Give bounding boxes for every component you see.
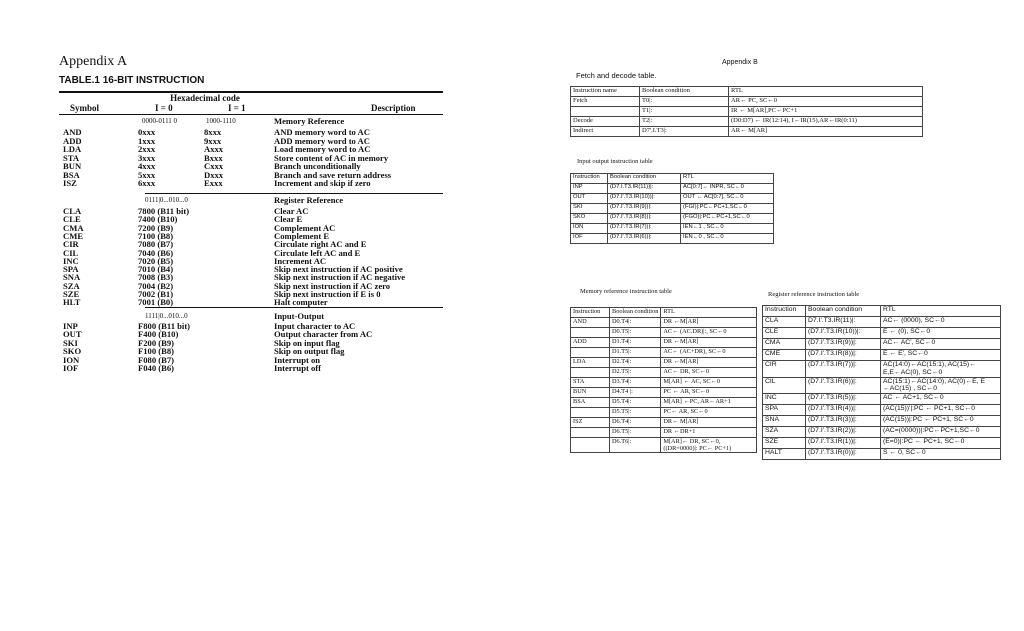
instruction-description: Complement AC [274, 222, 336, 233]
table-cell: DR ←M[AR] [661, 338, 757, 348]
table-cell: SKI [571, 204, 608, 214]
table-cell: Decode [571, 117, 640, 127]
table-cell: (FGI)|:PC←PC+1,SC←0 [681, 204, 774, 214]
table-cell: D5.T5|: [610, 408, 661, 418]
hex-code-i0: 4xxx [138, 161, 156, 171]
table-cell: M[AR] ← AC, SC←0 [661, 378, 757, 388]
hex-code: 7040 (B6) [138, 247, 174, 258]
header-row [571, 308, 757, 318]
table-cell: D6.T6|: [610, 438, 661, 453]
table-cell: (D7.I'.T3.IR(4))|: [806, 405, 881, 416]
instruction-symbol: SNA [63, 272, 81, 283]
table-cell: DR ←DR+1 [661, 428, 757, 438]
table-cell: D3.T4|: [610, 378, 661, 388]
table-cell: E ← E', SC←0 [881, 350, 1001, 361]
table-row [763, 449, 1001, 460]
table-cell [571, 428, 610, 438]
table-row [571, 214, 774, 224]
table-cell [571, 438, 610, 453]
instruction-symbol: SPA [63, 264, 79, 275]
instruction-description: Skip next instruction if AC zero [274, 280, 391, 291]
table-cell: AND [571, 318, 610, 328]
instruction-description: Input character to AC [274, 321, 356, 331]
section-rule [145, 193, 443, 194]
table-cell: (D7.I'.T3.IR(0))|: [806, 449, 881, 460]
table-cell: (D7.I'.T3.IR(5))|: [806, 394, 881, 405]
instruction-symbol: CIL [63, 247, 79, 258]
table-cell: PC ← AR, SC←0 [661, 388, 757, 398]
table-cell: T0|: [640, 97, 729, 107]
table-row [763, 405, 1001, 416]
table-cell: (D7.I'.T3.IR(7))|: [608, 224, 681, 234]
table-row [763, 350, 1001, 361]
table-cell: DR ←M[AR] [661, 318, 757, 328]
hex-code-i1: 8xxx [204, 127, 222, 137]
table-cell: INC [763, 394, 806, 405]
instruction-description: Branch unconditionally [274, 161, 361, 171]
table-cell: DR← M[AR] [661, 418, 757, 428]
table-row [571, 378, 757, 388]
instruction-symbol: INC [63, 255, 79, 266]
instruction-symbol: HLT [63, 297, 81, 308]
instruction-symbol: LDA [63, 144, 82, 154]
table-cell: Fetch [571, 97, 640, 107]
table-cell: AC ← AC+1, SC←0 [881, 394, 1001, 405]
hex-code-i0: 3xxx [138, 152, 156, 163]
table-cell: PC← AR, SC←0 [661, 408, 757, 418]
instruction-symbol: CLE [63, 214, 81, 225]
table-cell: SPA [763, 405, 806, 416]
hex-code: F400 (B10) [138, 329, 179, 340]
table-cell: AC← (AC.DR)|:, SC←0 [661, 328, 757, 338]
table-cell: SKO [571, 214, 608, 224]
table-row [763, 438, 1001, 449]
hex-code: F040 (B6) [138, 363, 175, 373]
table-row [571, 224, 774, 234]
hex-code: 7800 (B11 bit) [138, 206, 190, 216]
instruction-symbol: CMA [63, 222, 84, 233]
table-cell: SNA [763, 416, 806, 427]
table-cell: IOF [571, 234, 608, 244]
table-cell: STA [571, 378, 610, 388]
instruction-description: ADD memory word to AC [274, 135, 370, 146]
table-cell: ADD [571, 338, 610, 348]
io-instruction-table [570, 173, 774, 244]
section-rule [145, 307, 443, 308]
table-cell [571, 408, 610, 418]
table-row [763, 416, 1001, 427]
table-cell: (AC=(0000))|:PC←PC+1,SC←0 [881, 427, 1001, 438]
hex-code-i1: Bxxx [204, 152, 223, 163]
instruction-description: AND memory word to AC [274, 127, 370, 137]
table-cell: (D7.I'.T3.IR(8))|: [806, 350, 881, 361]
memory-table-title: Memory reference instruction table [580, 288, 672, 295]
table-cell: Indirect [571, 127, 640, 137]
instruction-symbol: ADD [63, 135, 82, 146]
table-cell: OUT ← AC[0:7], SC←0 [681, 194, 774, 204]
table-cell: AC(14:0)←AC(15:1), AC(15)← E,E←AC(0), SC←0 [881, 361, 1001, 378]
instruction-description: Branch and save return address [274, 169, 392, 180]
table-cell: AC← (AC+DR), SC←0 [661, 348, 757, 358]
table-row [571, 408, 757, 418]
io-table-title: Input output instruction table [577, 158, 653, 165]
table-cell: IR ← M[AR],PC←PC+1 [729, 107, 923, 117]
hex-code-i0: 5xxx [138, 169, 156, 180]
header-row [763, 306, 1001, 317]
table-cell: ION [571, 224, 608, 234]
column-header: Boolean condition [608, 174, 681, 184]
table-row [763, 339, 1001, 350]
instruction-symbol: STA [63, 152, 80, 163]
hex-code: 7400 (B10) [138, 214, 178, 225]
memory-reference-heading: Memory Reference [274, 116, 345, 126]
header-rule [59, 114, 443, 115]
table-cell: CIL [763, 377, 806, 394]
table-cell: D7.I'.T3.IR(11)|: [806, 317, 881, 328]
header-row [571, 87, 923, 97]
table-cell: CLE [763, 328, 806, 339]
table-cell: (D7.I'.T3.IR(9))|: [608, 204, 681, 214]
hex-code-i1: Dxxx [204, 169, 224, 180]
fetch-decode-table [570, 86, 923, 137]
instruction-symbol: CME [63, 230, 84, 241]
instruction-symbol: AND [63, 127, 82, 137]
instruction-symbol: CLA [63, 206, 82, 216]
table-row [763, 427, 1001, 438]
instruction-symbol: INP [63, 321, 78, 331]
table-cell: BUN [571, 388, 610, 398]
column-header: Boolean condition [640, 87, 729, 97]
table1-title: TABLE.1 16-BIT INSTRUCTION [59, 75, 205, 86]
table-cell: AR← PC, SC←0 [729, 97, 923, 107]
instruction-symbol: ISZ [63, 178, 77, 188]
column-header: Instruction [571, 308, 610, 318]
table-cell: E ← (0), SC←0 [881, 328, 1001, 339]
table-cell: D1.T4|: [610, 338, 661, 348]
instruction-symbol: SKI [63, 337, 78, 348]
symbol-header: Symbol [70, 103, 100, 113]
column-header: Boolean condition [806, 306, 881, 317]
instruction-description: Circulate left AC and E [274, 247, 361, 258]
table-row [571, 97, 923, 107]
table-row [763, 394, 1001, 405]
table-cell: (AC(15))|:PC ← PC+1, SC←0 [881, 416, 1001, 427]
hex-code: 7004 (B2) [138, 280, 174, 291]
instruction-description: Clear AC [274, 206, 309, 216]
instruction-description: Store content of AC in memory [274, 152, 389, 163]
table-row [763, 361, 1001, 378]
instruction-description: Skip next instruction if E is 0 [274, 289, 381, 299]
memory-range-i1: 1000-1110 [206, 117, 236, 125]
input-output-heading: Input-Output [274, 311, 325, 321]
table-cell: (D7.I'.T3.IR(6))|: [608, 234, 681, 244]
column-header: Instruction name [571, 87, 640, 97]
table-cell: (D7.I'.T3.IR(7))|: [806, 361, 881, 378]
table-cell: (D7.I'.T3.IR(3))|: [806, 416, 881, 427]
instruction-symbol: IOF [63, 363, 79, 373]
table-cell: (D7.I'.T3.IR(6))|: [806, 377, 881, 394]
hex-code: 7002 (B1) [138, 289, 174, 299]
table-cell: AC[0:7]← INPR, SC←0 [681, 184, 774, 194]
instruction-symbol: CIR [63, 239, 79, 250]
table-cell: T2|: [640, 117, 729, 127]
table-cell: SZE [763, 438, 806, 449]
table-cell: D1.T5|: [610, 348, 661, 358]
table-cell: D6.T5|: [610, 428, 661, 438]
instruction-description: Load memory word to AC [274, 144, 371, 154]
table-row [571, 318, 757, 328]
table-cell: IEN←0 , SC←0 [681, 234, 774, 244]
memory-instruction-table [570, 307, 757, 453]
table-cell: BSA [571, 398, 610, 408]
table-cell: HALT [763, 449, 806, 460]
table-cell: CIR [763, 361, 806, 378]
table-cell: (D7.I'.T3.IR(10))|: [806, 328, 881, 339]
hex-code: 7100 (B8) [138, 230, 174, 241]
hex-code: 7080 (B7) [138, 239, 174, 250]
table-cell: D7'.I.T3|: [640, 127, 729, 137]
table-cell: (D7.I'.T3.IR(9))|: [806, 339, 881, 350]
table-cell: AR← M[AR] [729, 127, 923, 137]
instruction-description: Complement E [274, 230, 330, 241]
instruction-description: Interrupt on [274, 354, 321, 365]
table-cell: CLA [763, 317, 806, 328]
table-cell: D2.T5|: [610, 368, 661, 378]
hex-code: 7010 (B4) [138, 264, 174, 275]
instruction-symbol: OUT [63, 329, 82, 340]
i0-header: I = 0 [155, 103, 173, 113]
table-cell: ISZ [571, 418, 610, 428]
table-cell: D5.T4|: [610, 398, 661, 408]
table-row [571, 438, 757, 453]
instruction-description: Increment AC [274, 255, 327, 266]
hex-code: 7200 (B9) [138, 222, 174, 233]
table-cell [571, 107, 640, 117]
instruction-description: Circulate right AC and E [274, 239, 367, 250]
table-cell: AC← AC', SC←0 [881, 339, 1001, 350]
hex-code: 7020 (B5) [138, 255, 174, 266]
table-row [571, 204, 774, 214]
table-cell: M[AR]← DR, SC←0, ((DR=0000)|: PC← PC+1) [661, 438, 757, 453]
table-cell: LDA [571, 358, 610, 368]
column-header: Instruction [571, 174, 608, 184]
instruction-description: Clear E [274, 214, 303, 225]
hex-code: F800 (B11 bit) [138, 321, 191, 331]
table-cell: IEN←1 , SC←0 [681, 224, 774, 234]
table-row [571, 184, 774, 194]
hex-code-i1: 9xxx [204, 135, 222, 146]
table-cell: (D0:D7) ← IR(12:14), I←IR(15),AR←IR(0:11) [729, 117, 923, 127]
table-cell: D6.T4|: [610, 418, 661, 428]
memory-range-i0: 0000-0111 0 [142, 117, 178, 125]
hex-code: F100 (B8) [138, 346, 175, 357]
table-cell: AC← DR, SC←0 [661, 368, 757, 378]
instruction-description: Halt computer [274, 297, 328, 308]
table-row [571, 348, 757, 358]
hex-code-i0: 6xxx [138, 178, 156, 188]
register-instruction-table [762, 305, 1001, 460]
table-row [571, 234, 774, 244]
table-cell: D4.T4 |: [610, 388, 661, 398]
hex-code-i0: 1xxx [138, 135, 156, 146]
column-header: Boolean condition [610, 308, 661, 318]
table-cell: D0.T5|: [610, 328, 661, 338]
hex-code-i1: Axxx [204, 144, 224, 154]
table-row [571, 358, 757, 368]
instruction-description: Skip on input flag [274, 337, 340, 348]
io-range: 1111|0...010...0 [145, 312, 188, 320]
table-cell: DR ←M[AR] [661, 358, 757, 368]
instruction-description: Skip next instruction if AC positive [274, 264, 403, 275]
instruction-symbol: SKO [63, 346, 82, 357]
table-row [571, 338, 757, 348]
table-row [571, 328, 757, 338]
table-cell [571, 368, 610, 378]
table-cell: INP [571, 184, 608, 194]
table-cell: D2.T4|: [610, 358, 661, 368]
table-cell [571, 348, 610, 358]
header-row [571, 174, 774, 184]
table-cell: CMA [763, 339, 806, 350]
instruction-symbol: SZA [63, 280, 80, 291]
table-cell: CME [763, 350, 806, 361]
table-row [571, 127, 923, 137]
table-cell: D0.T4|: [610, 318, 661, 328]
hex-code: 7008 (B3) [138, 272, 174, 283]
hex-code-i1: Cxxx [204, 161, 224, 171]
table-row [571, 368, 757, 378]
table-row [763, 317, 1001, 328]
hex-code-i0: 2xxx [138, 144, 156, 154]
table-row [571, 418, 757, 428]
table-cell: SZA [763, 427, 806, 438]
instruction-description: Interrupt off [274, 363, 322, 373]
instruction-symbol: ION [63, 354, 80, 365]
table-row [763, 328, 1001, 339]
table-cell: (D7.I.T3.IR(11))|: [608, 184, 681, 194]
column-header: RTL [661, 308, 757, 318]
table-cell: (D7.I'.T3.IR(1))|: [806, 438, 881, 449]
table-row [571, 107, 923, 117]
hex-code: F200 (B9) [138, 337, 175, 348]
hex-code-i1: Exxx [204, 178, 223, 188]
instruction-symbol: SZE [63, 289, 80, 299]
column-header: RTL [729, 87, 923, 97]
table-row [571, 428, 757, 438]
register-reference-heading: Register Reference [274, 195, 344, 205]
table-row [571, 194, 774, 204]
appendix-a-title: Appendix A [59, 54, 128, 69]
instruction-description: Skip next instruction if AC negative [274, 272, 406, 283]
description-header: Description [371, 103, 416, 113]
table-row [571, 117, 923, 127]
table-cell: S ← 0, SC←0 [881, 449, 1001, 460]
table-cell: (FGO)|:PC←PC+1,SC←0 [681, 214, 774, 224]
hex-code-header: Hexadecimal code [170, 93, 240, 103]
column-header: RTL [881, 306, 1001, 317]
table-cell: (E=0)|:PC ← PC+1, SC←0 [881, 438, 1001, 449]
appendix-b-title: Appendix B [722, 59, 758, 66]
hex-code-i0: 0xxx [138, 127, 156, 137]
hex-code: 7001 (B0) [138, 297, 174, 308]
fetch-table-title: Fetch and decode table. [576, 71, 657, 80]
table-cell: OUT [571, 194, 608, 204]
table-cell: AC← (0000), SC←0 [881, 317, 1001, 328]
instruction-symbol: BUN [63, 161, 82, 171]
i1-header: I = 1 [228, 103, 246, 113]
table-cell: (D7.I'.T3.IR(10))|: [608, 194, 681, 204]
column-header: Instruction [763, 306, 806, 317]
instruction-description: Output character from AC [274, 329, 373, 340]
column-header: RTL [681, 174, 774, 184]
table-row [571, 388, 757, 398]
table-row [571, 398, 757, 408]
table-cell [571, 328, 610, 338]
hex-code: F080 (B7) [138, 354, 175, 365]
table-cell: M[AR] ←PC, AR←AR+1 [661, 398, 757, 408]
table-cell: (D7.I'.T3.IR(8))|: [608, 214, 681, 224]
table-cell: (D7.I'.T3.IR(2))|: [806, 427, 881, 438]
table-cell: AC(15:1)←AC(14:0), AC(0)←E, E ←AC(15) , SC←0 [881, 377, 1001, 394]
instruction-symbol: BSA [63, 169, 80, 180]
table-cell: T1|: [640, 107, 729, 117]
table-cell: (AC(15))'|:PC ← PC+1, SC←0 [881, 405, 1001, 416]
register-table-title: Register reference instruction table [768, 291, 860, 298]
instruction-description: Increment and skip if zero [274, 178, 371, 188]
register-range: 0111|0...010...0 [145, 196, 188, 204]
instruction-description: Skip on output flag [274, 346, 345, 357]
table-row [763, 377, 1001, 394]
